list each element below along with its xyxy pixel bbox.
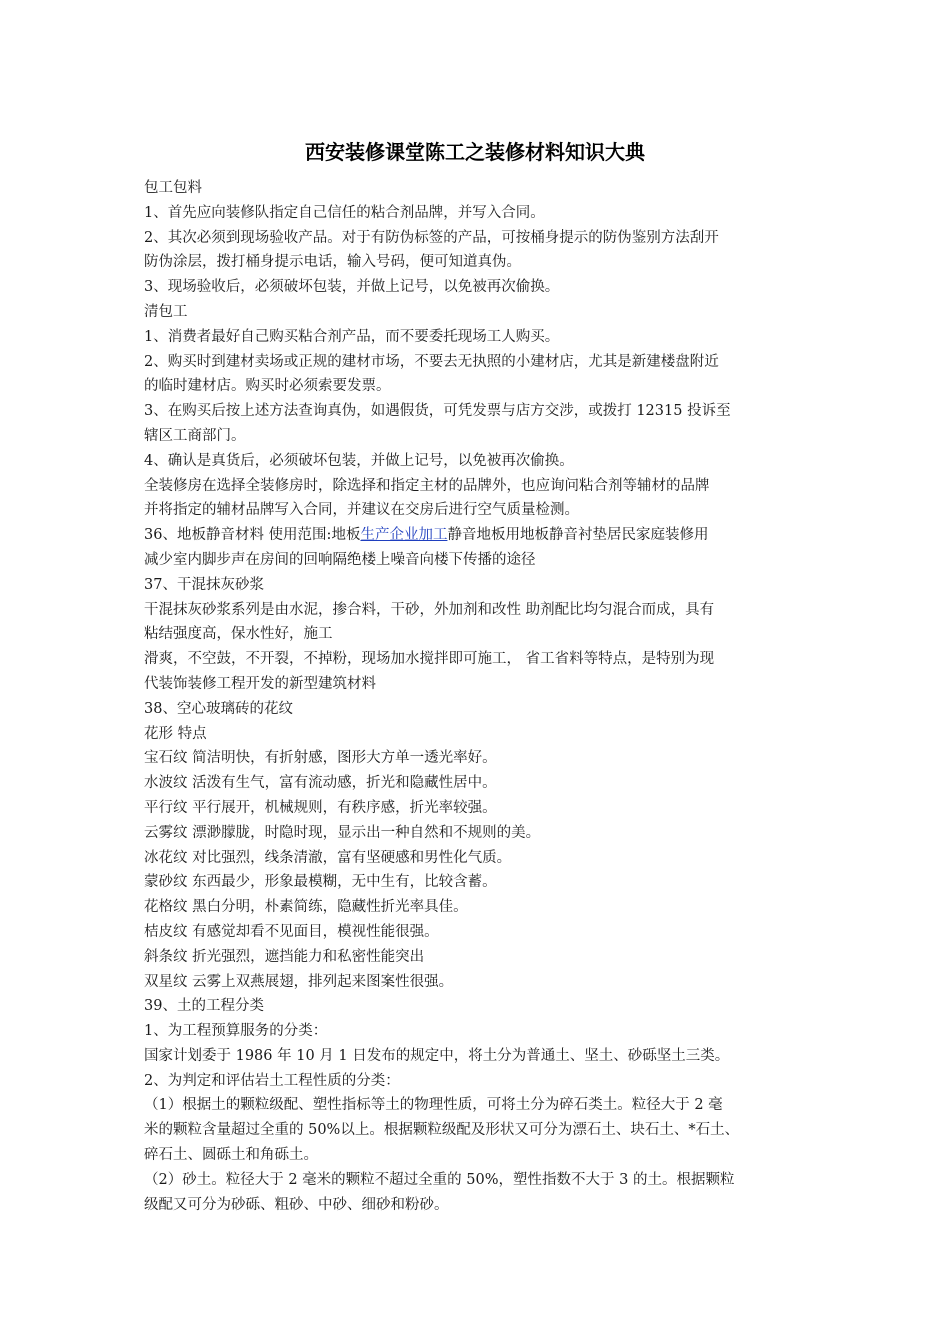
enterprise-processing-link[interactable]: 生产企业加工 xyxy=(360,527,448,544)
section-heading: 37、干混抹灰砂浆 xyxy=(144,576,264,593)
paragraph-line: 3、在购买后按上述方法查询真伪，如遇假货，可凭发票与店方交涉，或拨打 12315 投诉至 xyxy=(144,403,731,420)
paragraph-line: 国家计划委于 1986 年 10 月 1 日发布的规定中，将土分为普通土、坚土、砂砾坚土三类。 xyxy=(144,1047,730,1064)
paragraph-line: 级配又可分为砂砾、粗砂、中砂、细砂和粉砂。 xyxy=(144,1196,449,1213)
paragraph-line: （1）根据土的颗粒级配、塑性指标等土的物理性质，可将土分为碎石类土。粒径大于 2 毫 xyxy=(144,1097,723,1114)
paragraph-line: 1、消费者最好自己购买粘合剂产品，而不要委托现场工人购买。 xyxy=(144,328,560,345)
paragraph-line: 4、确认是真货后，必须破坏包装，并做上记号，以免被再次偷换。 xyxy=(144,452,574,469)
paragraph-line: 1、为工程预算服务的分类： xyxy=(144,1023,328,1040)
section-heading: 包工包料 xyxy=(144,180,202,196)
paragraph-line: 干混抹灰砂浆系列是由水泥，掺合料，干砂，外加剂和改性 助剂配比均匀混合而成，具有 xyxy=(144,601,715,618)
pattern-row: 云雾纹 漂渺朦胧，时隐时现，显示出一种自然和不规则的美。 xyxy=(144,824,541,841)
paragraph-line: 2、其次必须到现场验收产品。对于有防伪标签的产品，可按桶身提示的防伪鉴别方法刮开 xyxy=(144,229,719,246)
link-line-suffix: 静音地板用地板静音衬垫居民家庭装修用 xyxy=(447,527,709,544)
paragraph-line: 防伪涂层，拨打桶身提示电话，输入号码，便可知道真伪。 xyxy=(144,254,521,271)
section-heading: 38、空心玻璃砖的花纹 xyxy=(144,700,293,717)
pattern-row: 平行纹 平行展开，机械规则，有秩序感，折光率较强。 xyxy=(144,799,497,816)
paragraph-line: 2、购买时到建材卖场或正规的建材市场，不要去无执照的小建材店，尤其是新建楼盘附近 xyxy=(144,353,719,370)
paragraph-line: 米的颗粒含量超过全重的 50%以上。根据颗粒级配及形状又可分为漂石土、块石土、*石土、 xyxy=(144,1122,740,1139)
pattern-row: 双星纹 云雾上双燕展翅，排列起来图案性很强。 xyxy=(144,973,454,990)
pattern-row: 蒙砂纹 东西最少，形象最模糊，无中生有，比较含蓄。 xyxy=(144,874,497,891)
paragraph-line: 1、首先应向装修队指定自己信任的粘合剂品牌，并写入合同。 xyxy=(144,204,545,221)
document-body xyxy=(144,176,812,1217)
pattern-row: 水波纹 活泼有生气，富有流动感，折光和隐藏性居中。 xyxy=(144,775,497,792)
paragraph-line: 的临时建材店。购买时必须索要发票。 xyxy=(144,378,391,395)
document-title: 西安装修课堂陈工之装修材料知识大典 xyxy=(305,140,645,164)
paragraph-line: 代装饰装修工程开发的新型建筑材料 xyxy=(144,675,376,692)
pattern-row: 冰花纹 对比强烈，线条清澈，富有坚硬感和男性化气质。 xyxy=(144,849,512,866)
paragraph-line: 减少室内脚步声在房间的回响隔绝楼上噪音向楼下传播的途径 xyxy=(144,551,536,568)
paragraph-line: 滑爽，不空鼓，不开裂，不掉粉，现场加水搅拌即可施工， 省工省料等特点，是特别为现 xyxy=(144,651,715,668)
paragraph-line-with-link xyxy=(144,523,812,548)
paragraph-line: 全装修房在选择全装修房时，除选择和指定主材的品牌外，也应询问粘合剂等辅材的品牌 xyxy=(144,477,710,494)
pattern-row: 桔皮纹 有感觉却看不见面目，模视性能很强。 xyxy=(144,923,439,940)
section-heading: 39、土的工程分类 xyxy=(144,998,264,1015)
section-heading: 清包工 xyxy=(144,303,188,320)
pattern-row: 斜条纹 折光强烈，遮挡能力和私密性能突出 xyxy=(144,948,425,965)
paragraph-line: 碎石土、圆砾土和角砾土。 xyxy=(144,1147,318,1164)
paragraph-line: 辖区工商部门。 xyxy=(144,427,246,444)
pattern-row: 花格纹 黑白分明，朴素简练，隐藏性折光率具佳。 xyxy=(144,899,468,916)
paragraph-line: 2、为判定和评估岩土工程性质的分类： xyxy=(144,1072,400,1089)
paragraph-line: 粘结强度高，保水性好，施工 xyxy=(144,626,333,643)
pattern-table-header: 花形 特点 xyxy=(144,725,207,742)
paragraph-line: 3、现场验收后，必须破坏包装，并做上记号，以免被再次偷换。 xyxy=(144,279,560,296)
paragraph-line: （2）砂土。粒径大于 2 毫米的颗粒不超过全重的 50%，塑性指数不大于 3 的土。根据颗粒 xyxy=(144,1171,735,1188)
paragraph-line: 并将指定的辅材品牌写入合同，并建议在交房后进行空气质量检测。 xyxy=(144,502,579,519)
link-line-prefix: 36、地板静音材料 使用范围:地板 xyxy=(144,527,361,544)
pattern-row: 宝石纹 简洁明快，有折射感，图形大方单一透光率好。 xyxy=(144,750,497,767)
